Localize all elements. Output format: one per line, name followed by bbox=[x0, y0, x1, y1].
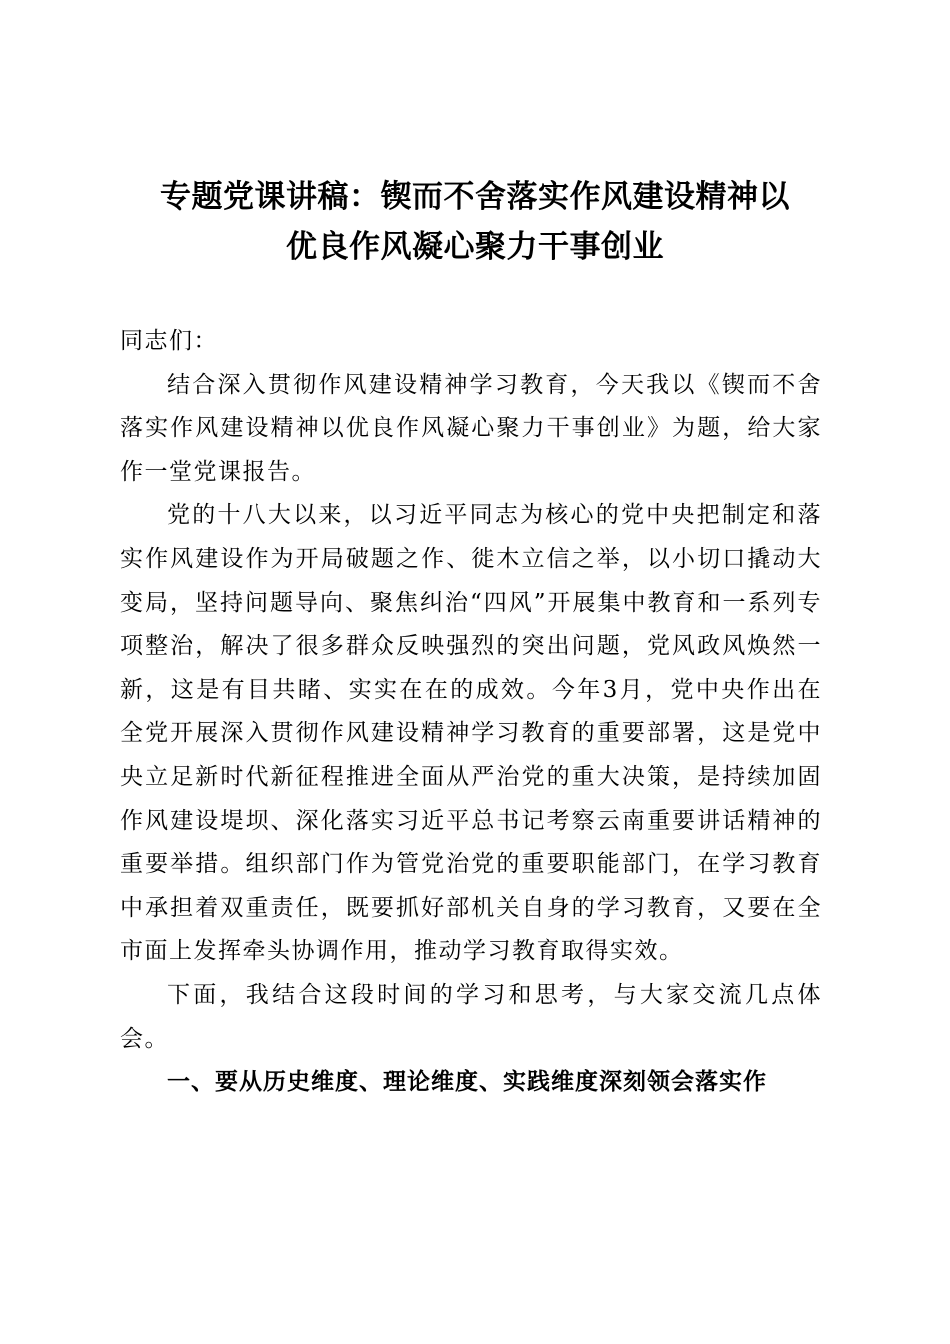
paragraph-intro: 结合深入贯彻作风建设精神学习教育，今天我以《锲而不舍落实作风建设精神以优良作风凝心聚力干事创业》为题，给大家作一堂党课报告。 bbox=[120, 371, 822, 485]
salutation: 同志们： bbox=[120, 328, 218, 354]
paragraph-background: 党的十八大以来，以习近平同志为核心的党中央把制定和落实作风建设作为开局破题之作、徙木立信之举，以小切口撬动大变局，坚持问题导向、聚焦纠治“四风”开展集中教育和一系列专项整治，解决了很多群众反映强烈的突出问题，党风政风焕然一新，这是有目共睹、实实在在的成效。今年3月，党中央作出在全党开展深入贯彻作风建设精神学习教育的重要部署，这是党中央立足新时代新征程推进全面从严治党的重大决策，是持续加固作风建设堤坝、深化落实习近平总书记考察云南重要讲话精神的重要举措。组织部门作为管党治党的重要职能部门，在学习教育中承担着双重责任，既要抓好部机关自身的学习教育，又要在全市面上发挥牵头协调作用，推动学习教育取得实效。 bbox=[120, 502, 822, 965]
title-line-2: 优良作风凝心聚力干事创业 bbox=[286, 229, 664, 265]
title-line-1: 专题党课讲稿：锲而不舍落实作风建设精神以 bbox=[160, 179, 790, 215]
document-body bbox=[120, 320, 822, 1105]
document-title bbox=[110, 172, 840, 272]
paragraph-transition: 下面，我结合这段时间的学习和思考，与大家交流几点体会。 bbox=[120, 981, 822, 1052]
section-heading-1: 一、要从历史维度、理论维度、实践维度深刻领会落实作 bbox=[167, 1069, 767, 1096]
